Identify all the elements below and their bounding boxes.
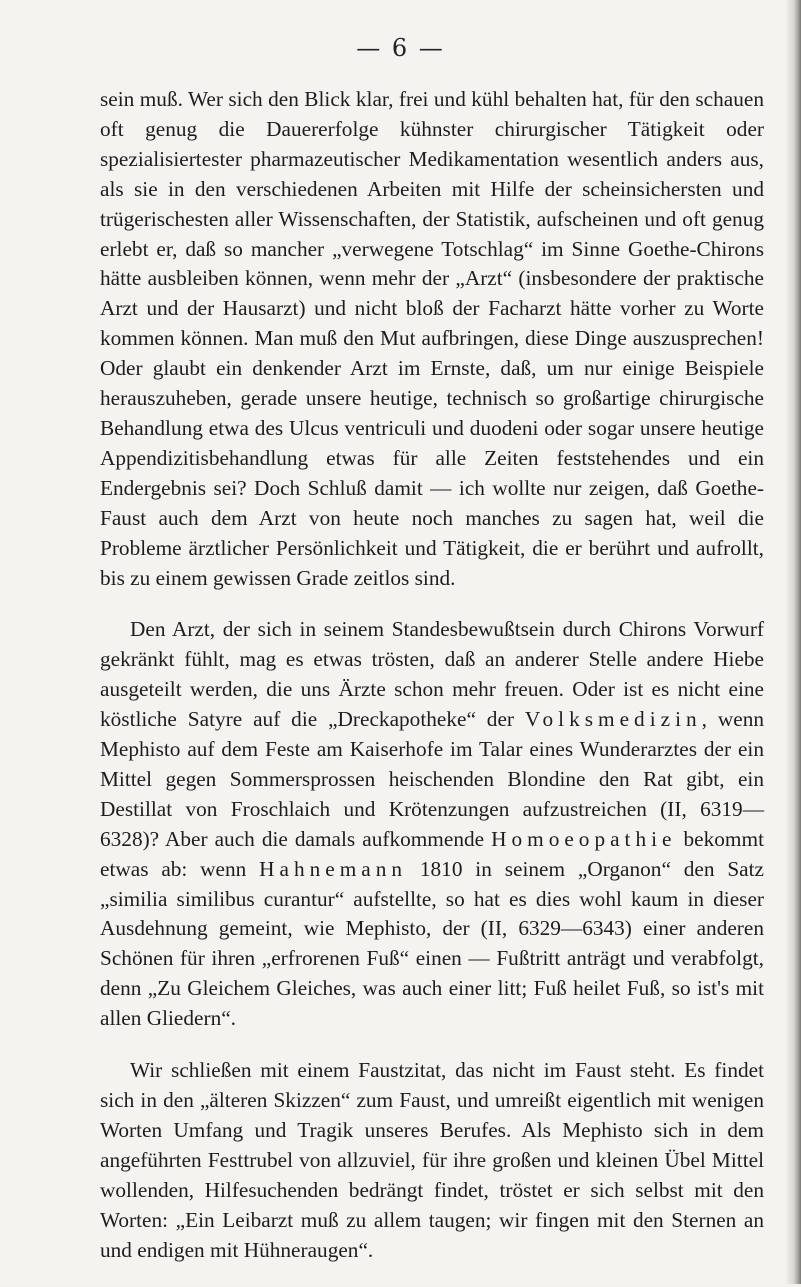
paragraph-2-text-c: bekommt etwas ab: wenn: [100, 826, 764, 881]
emphasis-volksmedizin: Volksmedizin: [524, 707, 702, 732]
body-text: [100, 85, 764, 1287]
paragraph-3: [100, 1056, 764, 1265]
paragraph-1-text: sein muß. Wer sich den Blick klar, frei und kühl behalten hat, für den schauen oft genug die Dauererfolge kühnster chirurgischer Tätigkeit oder spezialisiertester pharmazeutischer Medikamentation wesentlich anders aus, als sie in den verschiedenen Arbeiten mit Hilfe der scheinsichersten und trügerischesten aller Wissenschaften, der Statistik, aufscheinen und oft genug erlebt er, daß so mancher „verwegene Totschlag“ im Sinne Goethe-Chirons hätte ausbleiben können, wenn mehr der „Arzt“ (insbesondere der praktische Arzt und der Hausarzt) und nicht bloß der Facharzt hätte vorher zu Worte kommen können. Man muß den Mut aufbringen, diese Dinge auszusprechen! Oder glaubt ein denkender Arzt im Ernste, daß, um nur einige Beispiele herauszuheben, gerade unsere heutige, technisch so großartige chirurgische Behandlung etwa des Ulcus ventriculi und duodeni oder sogar unsere heutige Appendizitisbehandlung etwas für alle Zeiten feststehendes und ein Endergebnis sei? Doch Schluß damit — ich wollte nur zeigen, daß Goethe-Faust auch dem Arzt von heute noch manches zu sagen hat, weil die Probleme ärztlicher Persönlichkeit und Tätigkeit, die er berührt und aufrollt, bis zu einem gewissen Grade zeitlos sind.: [100, 87, 764, 590]
paragraph-2-text-d: 1810 in seinem „Organon“ den Satz „similia similibus curantur“ aufstellte, so hat es dies wohl kaum in dieser Ausdehnung gemeint, wie Mephisto, der (II, 6329—6343) einer anderen Schönen für ihren „erfrorenen Fuß“ einen — Fußtritt anträgt und verabfolgt, denn „Zu Gleichem Gleiches, was auch einer litt; Fuß heilet Fuß, so ist's mit allen Gliedern“.: [100, 856, 764, 1031]
paragraph-2-text-a: Den Arzt, der sich in seinem Standesbewußtsein durch Chirons Vorwurf gekränkt fühlt, mag es etwas trösten, daß an anderer Stelle andere Hiebe ausgeteilt werden, die uns Ärzte schon mehr freuen. Oder ist es nicht eine köstliche Satyre auf die „Dreckapotheke“ der: [100, 617, 764, 732]
paragraph-2-text-b: , wenn Mephisto auf dem Feste am Kaiserhofe im Talar eines Wunderarztes der ein Mittel gegen Sommersprossen heischenden Blondine den Rat gibt, ein Destillat von Froschlaich und Krötenzungen aufzustreichen (II, 6319—6328)? Aber auch die damals aufkommende: [100, 707, 764, 851]
paragraph-1: [100, 85, 764, 593]
emphasis-homoeopathie: Homoeopathie: [491, 826, 677, 851]
emphasis-hahnemann: Hahnemann: [259, 856, 408, 881]
page-number: — 6 —: [356, 34, 445, 62]
paragraph-3-text: Wir schließen mit einem Faustzitat, das nicht im Faust steht. Es findet sich in den „älteren Skizzen“ zum Faust, und umreißt eigentlich mit wenigen Worten Umfang und Tragik unseres Berufes. Als Mephisto sich in dem angeführten Festtrubel von allzuviel, für ihre großen und kleinen Übel Mittel wollenden, Hilfesuchenden bedrängt findet, tröstet er sich selbst mit den Worten: „Ein Leibarzt muß zu allem taugen; wir fingen mit den Sternen an und endigen mit Hühneraugen“.: [100, 1058, 764, 1262]
paragraph-2: [100, 615, 764, 1034]
page-binding-edge: [785, 0, 801, 1284]
